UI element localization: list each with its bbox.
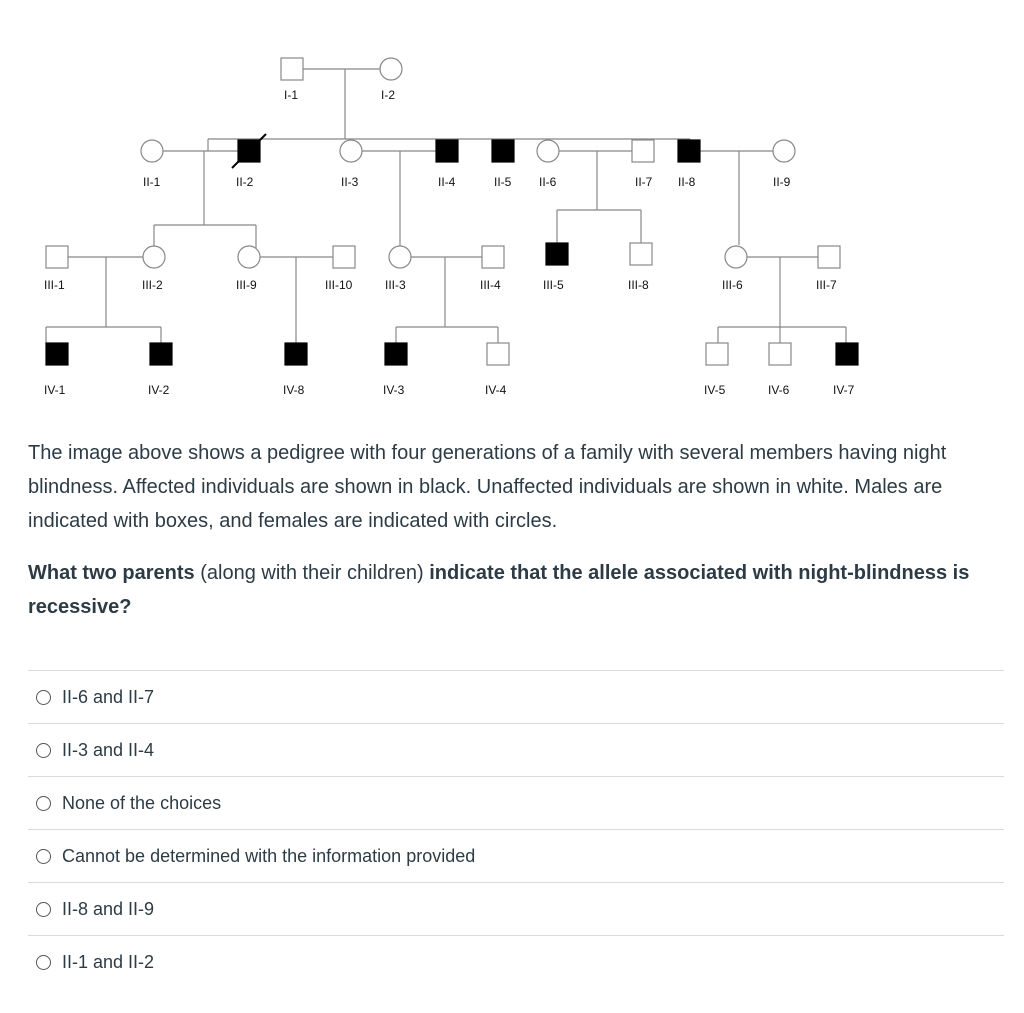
radio-button[interactable] bbox=[36, 743, 51, 758]
pedigree-chart bbox=[28, 50, 873, 410]
pedigree-female-unaffected bbox=[537, 140, 559, 162]
pedigree-male-unaffected bbox=[630, 243, 652, 265]
pedigree-male-affected bbox=[436, 140, 458, 162]
pedigree-female-unaffected bbox=[340, 140, 362, 162]
pedigree-male-unaffected bbox=[46, 246, 68, 268]
radio-button[interactable] bbox=[36, 849, 51, 864]
pedigree-female-unaffected bbox=[725, 246, 747, 268]
pedigree-male-affected bbox=[46, 343, 68, 365]
label-II-8: II-8 bbox=[678, 175, 696, 189]
label-III-7: III-7 bbox=[816, 278, 837, 292]
label-IV-1: IV-1 bbox=[44, 383, 66, 397]
pedigree-male-unaffected bbox=[281, 58, 303, 80]
label-III-3: III-3 bbox=[385, 278, 406, 292]
answer-label: II-8 and II-9 bbox=[62, 898, 155, 919]
label-IV-7: IV-7 bbox=[833, 383, 855, 397]
label-III-1: III-1 bbox=[44, 278, 65, 292]
pedigree-female-unaffected bbox=[143, 246, 165, 268]
answer-option[interactable] bbox=[28, 882, 1004, 935]
label-II-6: II-6 bbox=[539, 175, 557, 189]
pedigree-male-unaffected bbox=[482, 246, 504, 268]
label-IV-3: IV-3 bbox=[383, 383, 405, 397]
label-II-4: II-4 bbox=[438, 175, 456, 189]
label-II-3: II-3 bbox=[341, 175, 359, 189]
pedigree-male-affected bbox=[678, 140, 700, 162]
label-III-9: III-9 bbox=[236, 278, 257, 292]
label-IV-8: IV-8 bbox=[283, 383, 305, 397]
label-III-5: III-5 bbox=[543, 278, 564, 292]
description-text: The image above shows a pedigree with four generations of a family with several members having night blindness. Affected individuals are shown in black. Unaffected individuals are shown in white. Males are indicated with boxes, and females are indicated with circles. bbox=[28, 442, 947, 532]
answer-label: None of the choices bbox=[62, 792, 222, 813]
question-part-3: indicate that the allele associated with night-blindness is recessive? bbox=[28, 562, 970, 618]
answer-label: II-6 and II-7 bbox=[62, 686, 155, 707]
label-III-6: III-6 bbox=[722, 278, 743, 292]
label-II-1: II-1 bbox=[143, 175, 161, 189]
label-II-2: II-2 bbox=[236, 175, 254, 189]
pedigree-female-unaffected bbox=[773, 140, 795, 162]
answer-option[interactable] bbox=[28, 670, 1004, 723]
label-IV-6: IV-6 bbox=[768, 383, 790, 397]
label-II-7: II-7 bbox=[635, 175, 653, 189]
pedigree-male-unaffected bbox=[769, 343, 791, 365]
pedigree-male-affected bbox=[385, 343, 407, 365]
pedigree-male-affected bbox=[836, 343, 858, 365]
label-IV-2: IV-2 bbox=[148, 383, 170, 397]
pedigree-male-unaffected bbox=[818, 246, 840, 268]
pedigree-male-unaffected bbox=[487, 343, 509, 365]
radio-button[interactable] bbox=[36, 796, 51, 811]
pedigree-female-unaffected bbox=[238, 246, 260, 268]
question-text bbox=[28, 556, 998, 624]
radio-button[interactable] bbox=[36, 955, 51, 970]
pedigree-male-unaffected bbox=[333, 246, 355, 268]
pedigree-female-unaffected bbox=[141, 140, 163, 162]
pedigree-male-unaffected bbox=[706, 343, 728, 365]
label-IV-5: IV-5 bbox=[704, 383, 726, 397]
pedigree-male-unaffected bbox=[632, 140, 654, 162]
question-part-2: (along with their children) bbox=[194, 562, 430, 584]
radio-button[interactable] bbox=[36, 902, 51, 917]
answer-list bbox=[28, 670, 1004, 988]
label-II-9: II-9 bbox=[773, 175, 791, 189]
question-part-1: What two parents bbox=[28, 562, 195, 584]
pedigree-male-affected bbox=[285, 343, 307, 365]
label-III-10: III-10 bbox=[325, 278, 353, 292]
label-II-5: II-5 bbox=[494, 175, 512, 189]
label-III-2: III-2 bbox=[142, 278, 163, 292]
answer-option[interactable] bbox=[28, 829, 1004, 882]
pedigree-male-affected bbox=[150, 343, 172, 365]
pedigree-male-affected bbox=[546, 243, 568, 265]
label-III-8: III-8 bbox=[628, 278, 649, 292]
answer-option[interactable] bbox=[28, 776, 1004, 829]
answer-label: II-1 and II-2 bbox=[62, 951, 155, 972]
label-III-4: III-4 bbox=[480, 278, 501, 292]
answer-label: II-3 and II-4 bbox=[62, 739, 155, 760]
answer-option[interactable] bbox=[28, 723, 1004, 776]
answer-option[interactable] bbox=[28, 935, 1004, 988]
pedigree-female-unaffected bbox=[389, 246, 411, 268]
pedigree-male-affected bbox=[492, 140, 514, 162]
radio-button[interactable] bbox=[36, 690, 51, 705]
label-I-1: I-1 bbox=[284, 88, 299, 102]
question-area bbox=[28, 436, 998, 624]
label-I-2: I-2 bbox=[381, 88, 396, 102]
answer-label: Cannot be determined with the information provided bbox=[62, 845, 476, 866]
pedigree-female-unaffected bbox=[380, 58, 402, 80]
label-IV-4: IV-4 bbox=[485, 383, 507, 397]
